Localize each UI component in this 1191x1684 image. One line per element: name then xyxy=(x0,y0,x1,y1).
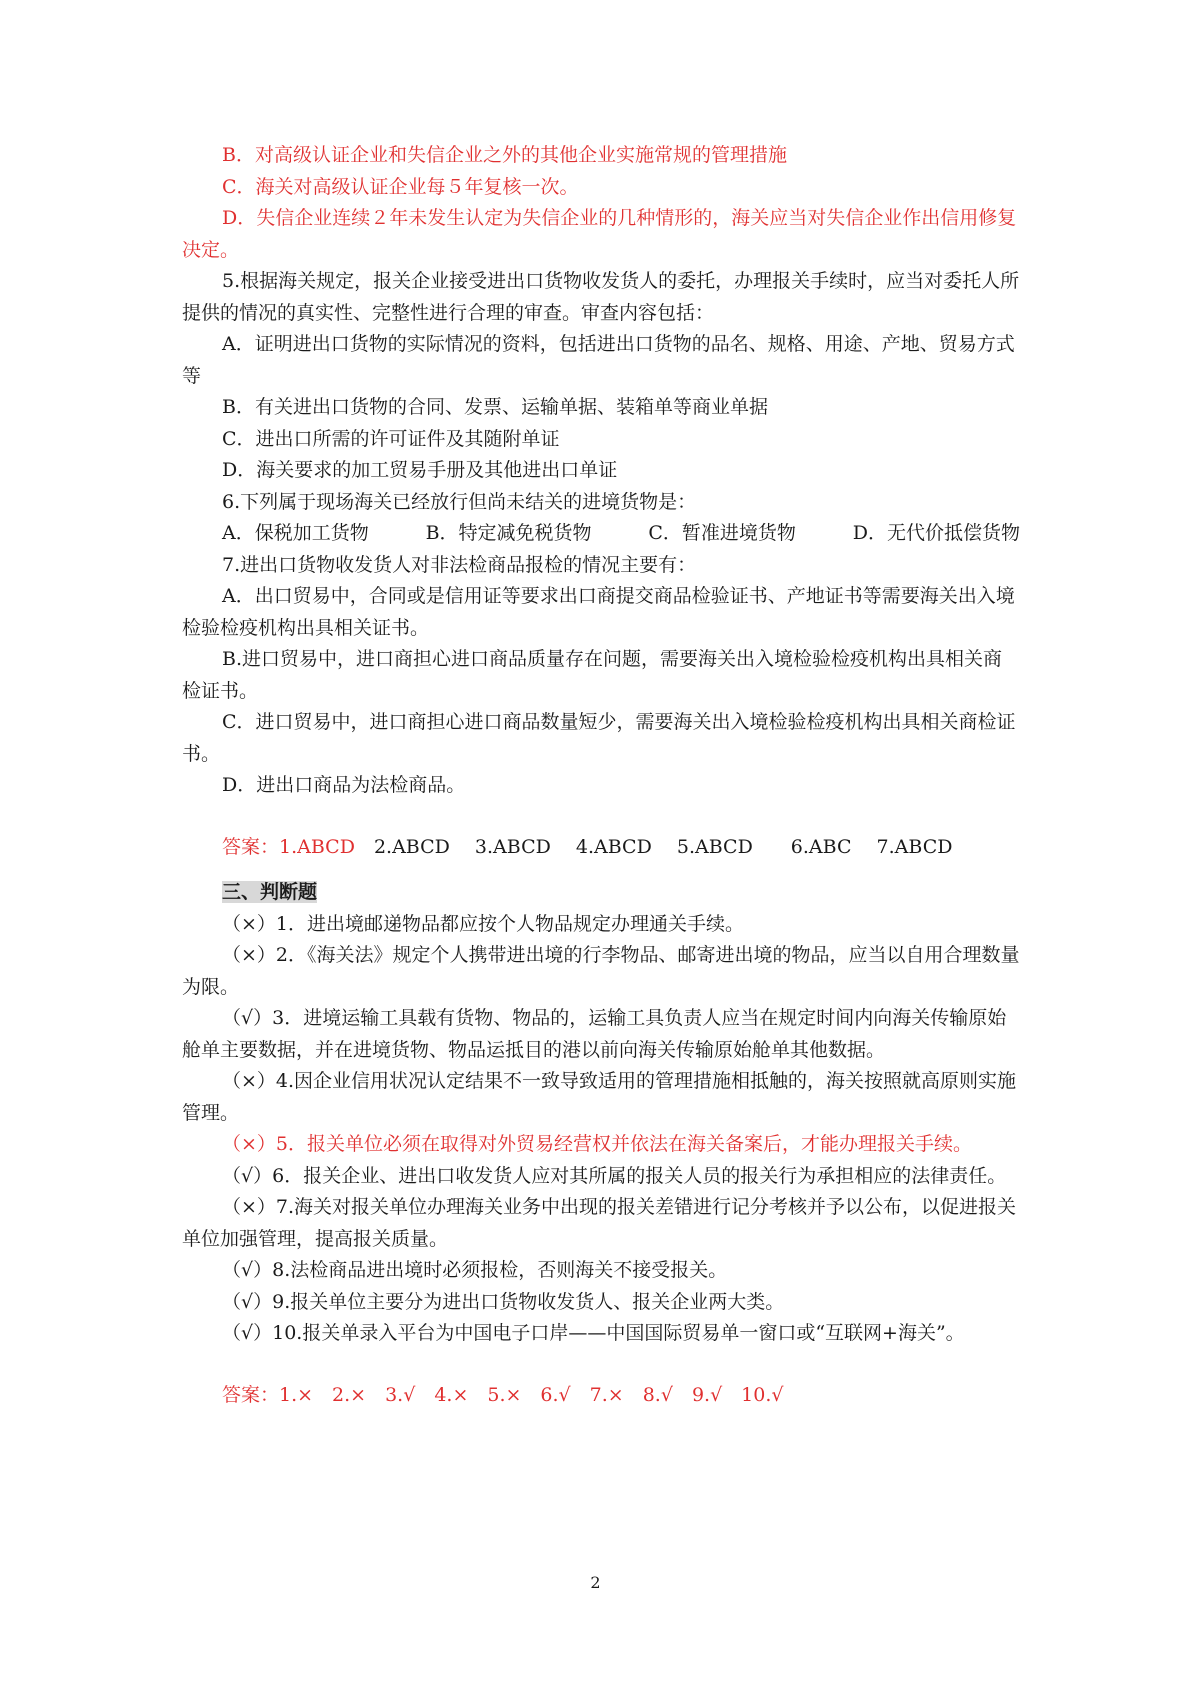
judgment-item-3: （√）3．进境运输工具载有货物、物品的，运输工具负责人应当在规定时间内向海关传输原始舱单主要数据，并在进境货物、物品运抵目的港以前向海关传输原始舱单其他数据。 xyxy=(182,1007,1007,1061)
question-5-option-d: D．海关要求的加工贸易手册及其他进出口单证 xyxy=(222,459,618,481)
judgment-item-7: （×）7.海关对报关单位办理海关业务中出现的报关差错进行记分考核并予以公布，以促进报关单位加强管理，提高报关质量。 xyxy=(182,1196,1017,1250)
question-6-stem: 6.下列属于现场海关已经放行但尚未结关的进境货物是： xyxy=(222,490,697,513)
judgment-item-4: （×）4.因企业信用状况认定结果不一致导致适用的管理措施相抵触的，海关按照就高原则实施管理。 xyxy=(182,1070,1017,1124)
answer-rest: 2.ABCD 3.ABCD 4.ABCD 5.ABCD 6.ABC 7.ABCD xyxy=(354,835,953,858)
multiple-choice-answers xyxy=(182,832,1020,864)
question-6-option-d: D．无代价抵偿货物 xyxy=(852,522,1020,544)
question-7-option-d: D．进出口商品为法检商品。 xyxy=(222,774,466,796)
question-7-option-a: A．出口贸易中，合同或是信用证等要求出口商提交商品检验证书、产地证书等需要海关出入境检验检疫机构出具相关证书。 xyxy=(182,585,1015,639)
option-c: C．海关对高级认证企业每５年复核一次。 xyxy=(222,175,579,198)
judgment-item-6: （√）6．报关企业、进出口收发货人应对其所属的报关人员的报关行为承担相应的法律责任。 xyxy=(222,1164,1007,1187)
option-d: D．失信企业连续２年未发生认定为失信企业的几种情形的，海关应当对失信企业作出信用修复决定。 xyxy=(182,207,1017,261)
document-body xyxy=(182,140,1020,1411)
question-6-options xyxy=(182,518,1020,550)
judgment-item-9: （√）9.报关单位主要分为进出口货物收发货人、报关企业两大类。 xyxy=(222,1290,785,1313)
section-title xyxy=(182,877,1020,909)
question-7-option-c: C．进口贸易中，进口商担心进口商品数量短少，需要海关出入境检验检疫机构出具相关商检证书。 xyxy=(182,711,1016,765)
question-5-stem: 5.根据海关规定，报关企业接受进出口货物收发货人的委托，办理报关手续时，应当对委托人所提供的情况的真实性、完整性进行合理的审查。审查内容包括： xyxy=(182,270,1020,324)
judgment-item-5: （×）5．报关单位必须在取得对外贸易经营权并依法在海关备案后，才能办理报关手续。 xyxy=(222,1133,973,1155)
spacer xyxy=(182,863,1020,877)
question-5-option-c: C．进出口所需的许可证件及其随附单证 xyxy=(222,427,560,450)
question-6-option-a: A．保税加工货物 xyxy=(222,522,369,544)
judgment-item-1: （×）1．进出境邮递物品都应按个人物品规定办理通关手续。 xyxy=(222,912,745,935)
question-7-stem: 7.进出口货物收发货人对非法检商品报检的情况主要有： xyxy=(222,553,697,576)
question-5-option-b: B．有关进出口货物的合同、发票、运输单据、装箱单等商业单据 xyxy=(222,396,768,418)
answer-label: 答案：1.ABCD xyxy=(222,835,355,858)
option-b: B．对高级认证企业和失信企业之外的其他企业实施常规的管理措施 xyxy=(222,144,787,166)
spacer xyxy=(182,802,1020,832)
judgment-item-8: （√）8.法检商品进出境时必须报检，否则海关不接受报关。 xyxy=(222,1259,728,1281)
page-number: 2 xyxy=(590,1573,601,1592)
spacer xyxy=(182,1350,1020,1380)
section-title-text: 三、判断题 xyxy=(222,881,318,903)
judgment-item-2: （×）2．《海关法》规定个人携带进出境的行李物品、邮寄进出境的物品，应当以自用合理数量为限。 xyxy=(182,944,1020,998)
question-6-option-c: C．暂准进境货物 xyxy=(648,522,796,544)
judgment-answers: 答案：1.× 2.× 3.√ 4.× 5.× 6.√ 7.× 8.√ 9.√ 10.√ xyxy=(222,1383,784,1406)
question-7-option-b: B.进口贸易中，进口商担心进口商品质量存在问题，需要海关出入境检验检疫机构出具相关商检证书。 xyxy=(182,648,1003,702)
judgment-item-10: （√）10.报关单录入平台为中国电子口岸——中国国际贸易单一窗口或“互联网+海关”。 xyxy=(222,1322,965,1344)
question-5-option-a: A．证明进出口货物的实际情况的资料，包括进出口货物的品名、规格、用途、产地、贸易方式等 xyxy=(182,333,1015,387)
question-6-option-b: B．特定减免税货物 xyxy=(425,522,592,544)
